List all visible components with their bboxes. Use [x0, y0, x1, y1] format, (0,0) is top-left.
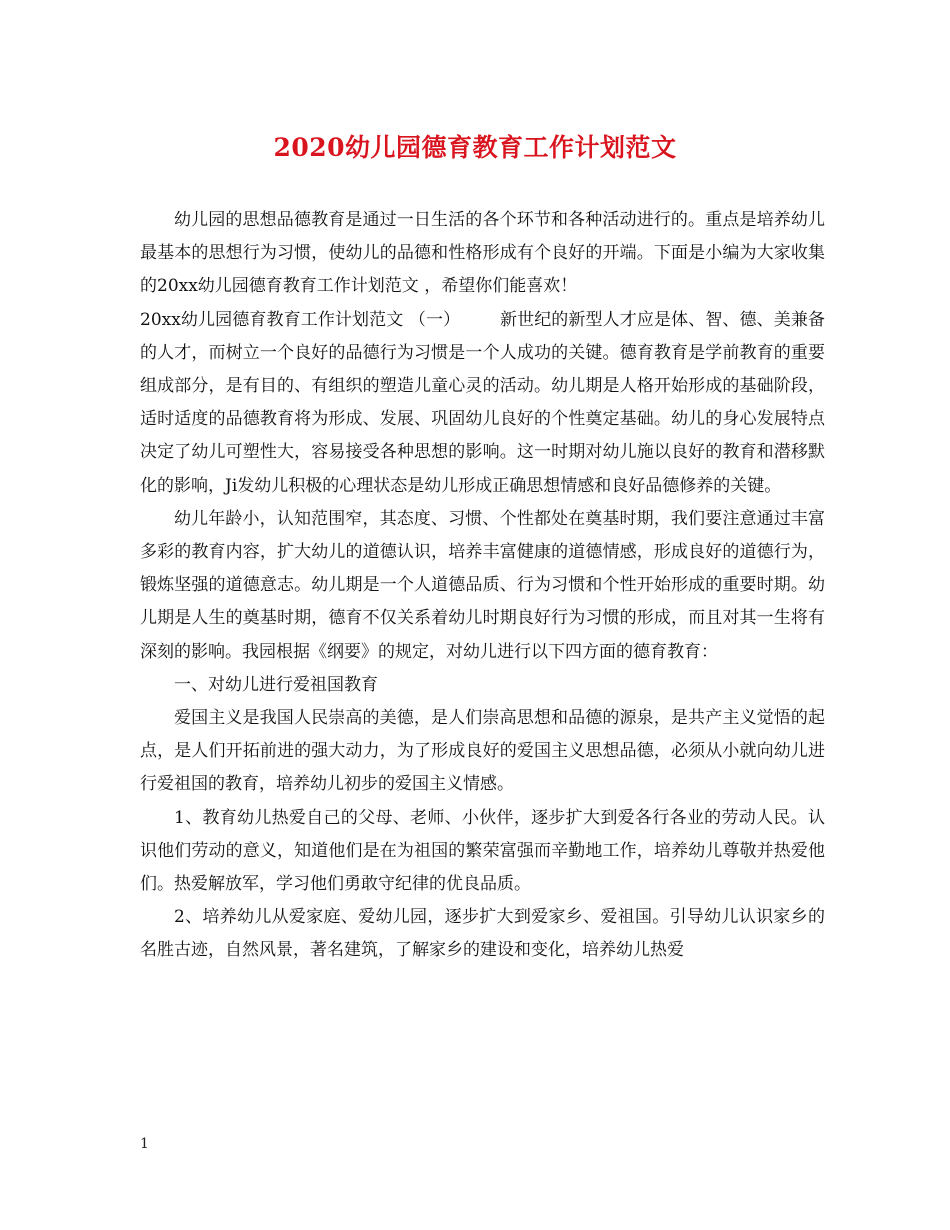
paragraph-item-2: 2、培养幼儿从爱家庭、爱幼儿园，逐步扩大到爱家乡、爱祖国。引导幼儿认识家乡的名胜古迹，自然风景，著名建筑，了解家乡的建设和变化，培养幼儿热爱 — [140, 907, 825, 961]
paragraph-age-features: 幼儿年龄小，认知范围窄，其态度、习惯、个性都处在奠基时期，我们要注意通过丰富多彩的教育内容，扩大幼儿的道德认识，培养丰富健康的道德情感，形成良好的道德行为，锻炼坚强的道德意志。幼儿期是一个人道德品质、行为习惯和个性开始形成的重要时期。幼儿期是人生的奠基时期，德育不仅关系着幼儿时期良好行为习惯的形成，而且对其一生将有深刻的影响。我园根据《纲要》的规定，对幼儿进行以下四方面的德育教育： — [140, 508, 825, 662]
paragraph-patriotism: 爱国主义是我国人民崇高的美德，是人们崇高思想和品德的源泉，是共产主义觉悟的起点，是人们开拓前进的强大动力，为了形成良好的爱国主义思想品德，必须从小就向幼儿进行爱祖国的教育，培养幼儿初步的爱国主义情感。 — [140, 708, 825, 795]
document-title: 2020幼儿园德育教育工作计划范文 — [273, 133, 677, 162]
page-number: 1 — [140, 1136, 149, 1152]
document-body — [140, 204, 825, 968]
paragraph-intro: 幼儿园的思想品德教育是通过一日生活的各个环节和各种活动进行的。重点是培养幼儿最基本的思想行为习惯，使幼儿的品德和性格形成有个良好的开端。下面是小编为大家收集的20xx幼儿园德育教育工作计划范文 ，希望你们能喜欢！ — [140, 210, 825, 297]
section-heading-patriotism: 一、对幼儿进行爱祖国教育 — [174, 674, 378, 695]
paragraph-item-1: 1、教育幼儿热爱自己的父母、老师、小伙伴，逐步扩大到爱各行各业的劳动人民。认识他们劳动的意义，知道他们是在为祖国的繁荣富强而辛勤地工作，培养幼儿尊敬并热爱他们。热爱解放军，学习他们勇敢守纪律的优良品质。 — [140, 807, 825, 895]
paragraph-plan-one: 20xx幼儿园德育教育工作计划范文 （一） 新世纪的新型人才应是体、智、德、美兼备的人才，而树立一个良好的品德行为习惯是一个人成功的关键。德育教育是学前教育的重要组成部分，是有目的、有组织的塑造儿童心灵的活动。幼儿期是人格开始形成的基础阶段，适时适度的品德教育将为形成、发展、巩固幼儿良好的个性奠定基础。幼儿的身心发展特点决定了幼儿可塑性大，容易接受各种思想的影响。这一时期对幼儿施以良好的教育和潜移默化的影响，Ji发幼儿积极的心理状态是幼儿形成正确思想情感和良好品德修养的关键。 — [140, 309, 825, 496]
